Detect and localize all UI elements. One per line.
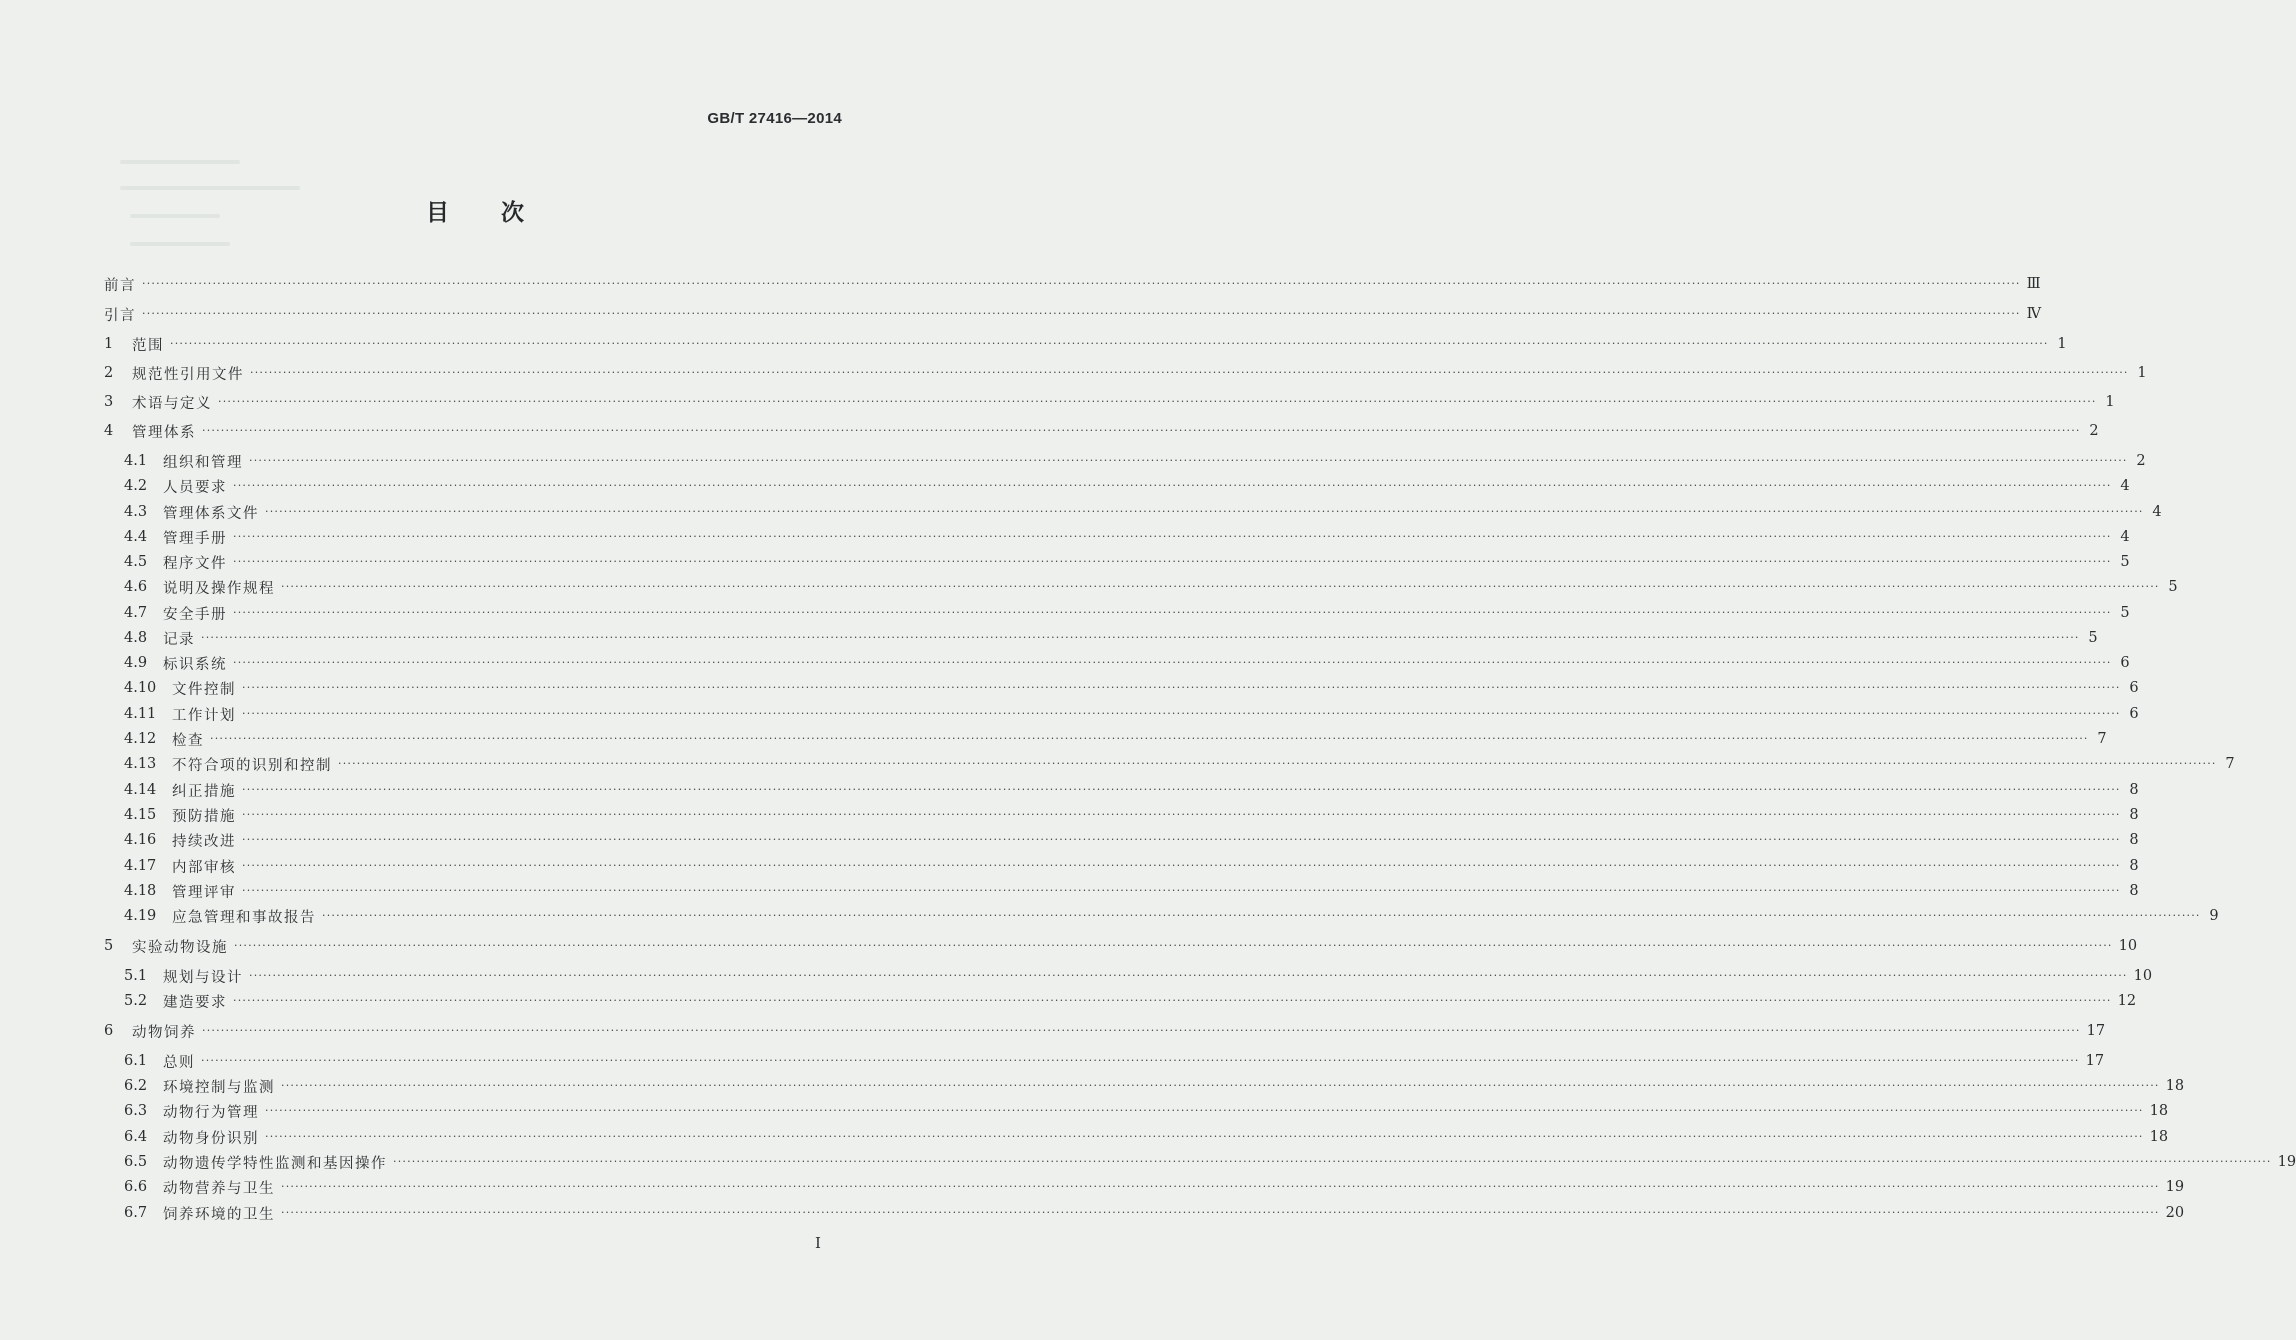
toc-entry-label: 程序文件 — [163, 555, 227, 572]
toc-entry-number: 6 — [104, 1023, 114, 1039]
toc-entry-label: 持续改进 — [172, 833, 236, 850]
toc-entry-number: 4.4 — [124, 529, 148, 545]
dot-leader: ················································································································································································································································································································································································································ — [393, 1155, 2272, 1168]
toc-entry[interactable] — [124, 1049, 2105, 1073]
toc-entry-number: 4 — [104, 423, 114, 439]
toc-entry-label: 规划与设计 — [163, 969, 243, 986]
toc-entry-page: 17 — [2085, 1053, 2105, 1069]
toc-entry[interactable] — [124, 1074, 2185, 1098]
toc-entry-label: 动物遗传学特性监测和基因操作 — [163, 1155, 387, 1172]
toc-entry-page: Ⅳ — [2026, 306, 2042, 322]
toc-entry-page: 8 — [2129, 883, 2139, 899]
toc-entry-label: 文件控制 — [172, 681, 236, 698]
toc-entry-number: 4.7 — [124, 605, 148, 621]
toc-entry-label: 安全手册 — [163, 606, 227, 623]
toc-entry[interactable] — [124, 727, 2107, 751]
toc-entry-page: 5 — [2120, 605, 2130, 621]
toc-entry-label: 检查 — [172, 732, 204, 749]
toc-entry[interactable] — [124, 1175, 2185, 1199]
dot-leader: ················································································································································································································································································································································································································ — [233, 656, 2112, 669]
dot-leader: ················································································································································································································································································································································································································ — [233, 606, 2112, 619]
dot-leader: ················································································································································································································································································································································································································ — [281, 580, 2160, 593]
toc-entry-page: 6 — [2120, 655, 2130, 671]
toc-entry[interactable] — [124, 1099, 2169, 1123]
toc-entry-label: 不符合项的识别和控制 — [172, 757, 332, 774]
toc-entry[interactable] — [124, 1125, 2169, 1149]
toc-entry-number: 4.1 — [124, 453, 148, 469]
toc-entry-page: 5 — [2088, 630, 2098, 646]
toc-entry[interactable] — [104, 934, 2138, 958]
dot-leader: ················································································································································································································································································································································································································ — [242, 808, 2121, 821]
dot-leader: ················································································································································································································································································································································································································ — [201, 631, 2080, 644]
toc-entry[interactable] — [124, 575, 2178, 599]
dot-leader: ················································································································································································································································································································································································································ — [202, 424, 2081, 437]
toc-entry[interactable] — [124, 474, 2130, 498]
toc-entry-label: 管理评审 — [172, 884, 236, 901]
toc-entry-page: 6 — [2129, 706, 2139, 722]
show-through-mark — [120, 186, 300, 190]
dot-leader: ················································································································································································································································································································································································································ — [249, 454, 2128, 467]
toc-entry[interactable] — [124, 828, 2139, 852]
toc-entry-page: 8 — [2129, 782, 2139, 798]
toc-entry-label: 管理手册 — [163, 530, 227, 547]
toc-entry-label: 记录 — [163, 631, 195, 648]
toc-entry-page: 19 — [2277, 1154, 2296, 1170]
toc-entry-page: 5 — [2168, 579, 2178, 595]
toc-entry-label: 总则 — [163, 1054, 195, 1071]
toc-entry-label: 预防措施 — [172, 808, 236, 825]
toc-entry[interactable] — [124, 1201, 2185, 1225]
toc-entry-page: 17 — [2086, 1023, 2106, 1039]
toc-entry-label: 组织和管理 — [163, 454, 243, 471]
toc-entry[interactable] — [124, 964, 2153, 988]
toc-entry-number: 1 — [104, 336, 114, 352]
toc-entry[interactable] — [124, 989, 2137, 1013]
toc-entry[interactable] — [104, 332, 2067, 356]
toc-entry-page: 18 — [2149, 1129, 2169, 1145]
toc-entry-page: Ⅲ — [2026, 276, 2041, 292]
toc-entry-page: 18 — [2165, 1078, 2185, 1094]
toc-entry-label: 内部审核 — [172, 859, 236, 876]
toc-entry-page: 5 — [2120, 554, 2130, 570]
toc-entry-number: 4.13 — [124, 756, 157, 772]
toc-entry-number: 4.3 — [124, 504, 148, 520]
toc-entry-number: 4.6 — [124, 579, 148, 595]
toc-entry-number: 4.15 — [124, 807, 157, 823]
dot-leader: ················································································································································································································································································································································································································ — [322, 909, 2201, 922]
toc-entry-number: 6.1 — [124, 1053, 148, 1069]
toc-entry[interactable] — [124, 904, 2219, 928]
dot-leader: ················································································································································································································································································································································································································ — [249, 969, 2128, 982]
toc-entry-page: 1 — [2057, 336, 2067, 352]
dot-leader: ················································································································································································································································································································································································································ — [265, 1130, 2144, 1143]
toc-entry-number: 6.5 — [124, 1154, 148, 1170]
toc-entry[interactable] — [124, 651, 2130, 675]
toc-entry-page: 10 — [2133, 968, 2153, 984]
toc-entry[interactable] — [104, 361, 2147, 385]
dot-leader: ················································································································································································································································································································································································································ — [233, 994, 2112, 1007]
show-through-mark — [130, 242, 230, 246]
toc-entry-label: 标识系统 — [163, 656, 227, 673]
toc-entry-label: 管理体系文件 — [163, 505, 259, 522]
dot-leader: ················································································································································································································································································································································································································ — [142, 307, 2021, 320]
dot-leader: ················································································································································································································································································································································································································ — [242, 884, 2121, 897]
toc-entry-label: 动物身份识别 — [163, 1130, 259, 1147]
toc-entry-number: 4.19 — [124, 908, 157, 924]
toc-entry[interactable] — [124, 879, 2139, 903]
dot-leader: ················································································································································································································································································································································································································ — [250, 366, 2129, 379]
toc-entry-page: 2 — [2089, 423, 2099, 439]
toc-entry[interactable] — [124, 702, 2139, 726]
toc-entry-number: 2 — [104, 365, 114, 381]
toc-entry-number: 6.7 — [124, 1205, 148, 1221]
toc-entry[interactable] — [124, 752, 2235, 776]
toc-entry[interactable] — [124, 601, 2130, 625]
toc-entry-page: 7 — [2225, 756, 2235, 772]
toc-entry-page: 8 — [2129, 858, 2139, 874]
toc-entry[interactable] — [124, 854, 2139, 878]
toc-entry-page: 1 — [2137, 365, 2147, 381]
toc-entry-page: 12 — [2117, 993, 2137, 1009]
toc-entry-label: 纠正措施 — [172, 783, 236, 800]
toc-entry[interactable] — [104, 1019, 2106, 1043]
toc-entry[interactable] — [104, 390, 2115, 414]
toc-entry-page: 4 — [2152, 504, 2162, 520]
toc-entry-page: 10 — [2118, 938, 2138, 954]
toc-entry-number: 6.3 — [124, 1103, 148, 1119]
toc-entry-label: 动物行为管理 — [163, 1104, 259, 1121]
toc-entry-label: 工作计划 — [172, 707, 236, 724]
toc-entry-page: 18 — [2149, 1103, 2169, 1119]
page-title: 目次 — [426, 200, 576, 226]
toc-entry-number: 5 — [104, 938, 114, 954]
toc-entry-page: 4 — [2120, 529, 2130, 545]
toc-entry-label: 前言 — [104, 277, 136, 294]
dot-leader: ················································································································································································································································································································································································································ — [242, 833, 2121, 846]
toc-entry[interactable] — [124, 525, 2130, 549]
toc-entry-page: 1 — [2105, 394, 2115, 410]
toc-entry-page: 19 — [2165, 1179, 2185, 1195]
toc-entry-number: 3 — [104, 394, 114, 410]
toc-entry[interactable] — [124, 778, 2139, 802]
toc-entry-label: 饲养环境的卫生 — [163, 1206, 275, 1223]
toc-entry-page: 7 — [2097, 731, 2107, 747]
dot-leader: ················································································································································································································································································································································································································ — [201, 1054, 2080, 1067]
page-folio: I — [815, 1234, 821, 1252]
toc-entry[interactable] — [104, 419, 2099, 443]
toc-entry-label: 说明及操作规程 — [163, 580, 275, 597]
dot-leader: ················································································································································································································································································································································································································ — [218, 395, 2097, 408]
dot-leader: ················································································································································································································································································································································································································ — [142, 277, 2021, 290]
dot-leader: ················································································································································································································································································································································································································ — [242, 783, 2121, 796]
toc-entry-label: 环境控制与监测 — [163, 1079, 275, 1096]
toc-entry-label: 范围 — [132, 337, 164, 354]
toc-entry[interactable] — [124, 676, 2139, 700]
dot-leader: ················································································································································································································································································································································································································ — [233, 555, 2112, 568]
toc-entry-number: 5.1 — [124, 968, 148, 984]
dot-leader: ················································································································································································································································································································································································································ — [233, 479, 2112, 492]
toc-entry[interactable] — [124, 1150, 2296, 1174]
toc-entry-number: 4.2 — [124, 478, 148, 494]
toc-entry[interactable] — [124, 449, 2146, 473]
toc-entry-number: 6.4 — [124, 1129, 148, 1145]
toc-entry-label: 动物饲养 — [132, 1024, 196, 1041]
toc-entry-page: 8 — [2129, 832, 2139, 848]
toc-entry-number: 4.10 — [124, 680, 157, 696]
dot-leader: ················································································································································································································································································································································································································ — [265, 505, 2144, 518]
dot-leader: ················································································································································································································································································································································································································ — [281, 1206, 2160, 1219]
toc-entry-label: 人员要求 — [163, 479, 227, 496]
toc-entry-label: 规范性引用文件 — [132, 366, 244, 383]
standard-code: GB/T 27416—2014 — [707, 110, 842, 127]
toc-entry[interactable] — [124, 803, 2139, 827]
toc-entry-number: 6.6 — [124, 1179, 148, 1195]
toc-entry-page: 2 — [2136, 453, 2146, 469]
toc-entry-page: 9 — [2209, 908, 2219, 924]
toc-entry-number: 4.5 — [124, 554, 148, 570]
dot-leader: ················································································································································································································································································································································································································ — [338, 757, 2217, 770]
toc-entry-number: 4.14 — [124, 782, 157, 798]
show-through-mark — [120, 160, 240, 164]
toc-entry-label: 术语与定义 — [132, 395, 212, 412]
toc-entry-page: 6 — [2129, 680, 2139, 696]
dot-leader: ················································································································································································································································································································································································································ — [170, 337, 2049, 350]
toc-entry[interactable] — [104, 302, 2042, 326]
toc-entry-label: 建造要求 — [163, 994, 227, 1011]
toc-entry-number: 4.17 — [124, 858, 157, 874]
toc-entry-number: 4.8 — [124, 630, 148, 646]
toc-entry-label: 管理体系 — [132, 424, 196, 441]
toc-entry-number: 4.18 — [124, 883, 157, 899]
toc-entry[interactable] — [124, 626, 2098, 650]
dot-leader: ················································································································································································································································································································································································································ — [265, 1104, 2144, 1117]
toc-entry[interactable] — [104, 272, 2041, 296]
toc-entry-page: 4 — [2120, 478, 2130, 494]
toc-entry-number: 6.2 — [124, 1078, 148, 1094]
toc-entry-label: 应急管理和事故报告 — [172, 909, 316, 926]
dot-leader: ················································································································································································································································································································································································································ — [242, 859, 2121, 872]
toc-entry-label: 引言 — [104, 307, 136, 324]
toc-entry-number: 5.2 — [124, 993, 148, 1009]
toc-entry-number: 4.12 — [124, 731, 157, 747]
toc-entry-label: 实验动物设施 — [132, 939, 228, 956]
toc-entry-number: 4.16 — [124, 832, 157, 848]
dot-leader: ················································································································································································································································································································································································································ — [202, 1024, 2081, 1037]
toc-entry-page: 8 — [2129, 807, 2139, 823]
dot-leader: ················································································································································································································································································································································································································ — [234, 939, 2113, 952]
toc-entry-label: 动物营养与卫生 — [163, 1180, 275, 1197]
toc-entry[interactable] — [124, 500, 2162, 524]
dot-leader: ················································································································································································································································································································································································································ — [281, 1079, 2160, 1092]
toc-entry[interactable] — [124, 550, 2130, 574]
toc-entry-page: 20 — [2165, 1205, 2185, 1221]
dot-leader: ················································································································································································································································································································································································································ — [242, 681, 2121, 694]
dot-leader: ················································································································································································································································································································································································································ — [242, 707, 2121, 720]
dot-leader: ················································································································································································································································································································································································································ — [210, 732, 2089, 745]
toc-entry-number: 4.11 — [124, 706, 157, 722]
dot-leader: ················································································································································································································································································································································································································ — [281, 1180, 2160, 1193]
toc-entry-number: 4.9 — [124, 655, 148, 671]
dot-leader: ················································································································································································································································································································································································································ — [233, 530, 2112, 543]
